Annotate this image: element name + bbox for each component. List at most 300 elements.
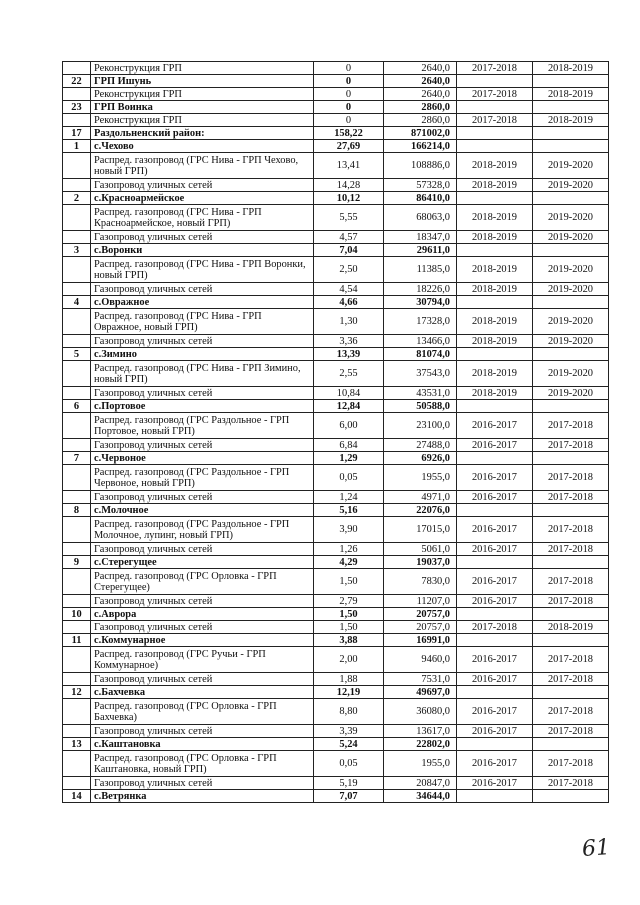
row-length-cell: 1,26 (314, 543, 384, 556)
row-name-cell: с.Бахчевка (91, 686, 314, 699)
row-length-cell: 0,05 (314, 751, 384, 777)
row-number-cell: 9 (63, 556, 91, 569)
row-number-cell (63, 465, 91, 491)
row-name-cell: Реконструкция ГРП (91, 62, 314, 75)
row-length-cell: 13,39 (314, 348, 384, 361)
table-row (63, 647, 609, 673)
row-cost-cell: 43531,0 (384, 387, 457, 400)
row-name-cell: Распред. газопровод (ГРС Нива - ГРП Зимино, новый ГРП) (91, 361, 314, 387)
row-build-years-cell (533, 738, 609, 751)
row-length-cell: 0 (314, 88, 384, 101)
row-build-years-cell: 2019-2020 (533, 361, 609, 387)
row-length-cell: 4,29 (314, 556, 384, 569)
row-cost-cell: 22076,0 (384, 504, 457, 517)
row-name-cell: Распред. газопровод (ГРС Орловка - ГРП Стерегущее) (91, 569, 314, 595)
row-cost-cell: 18347,0 (384, 231, 457, 244)
row-name-cell: Газопровод уличных сетей (91, 387, 314, 400)
row-name-cell: Распред. газопровод (ГРС Орловка - ГРП Бахчевка) (91, 699, 314, 725)
row-build-years-cell: 2017-2018 (533, 413, 609, 439)
row-name-cell: Распред. газопровод (ГРС Раздольное - ГРП Молочное, лупинг, новый ГРП) (91, 517, 314, 543)
table-row (63, 777, 609, 790)
row-number-cell (63, 777, 91, 790)
row-number-cell: 1 (63, 140, 91, 153)
row-build-years-cell: 2017-2018 (533, 517, 609, 543)
row-build-years-cell: 2018-2019 (533, 88, 609, 101)
row-number-cell (63, 231, 91, 244)
table-row (63, 595, 609, 608)
row-design-years-cell: 2016-2017 (457, 725, 533, 738)
row-build-years-cell: 2019-2020 (533, 205, 609, 231)
row-design-years-cell (457, 296, 533, 309)
table-row-section (63, 686, 609, 699)
row-number-cell (63, 621, 91, 634)
row-design-years-cell (457, 738, 533, 751)
row-cost-cell: 11207,0 (384, 595, 457, 608)
row-number-cell (63, 205, 91, 231)
row-build-years-cell: 2017-2018 (533, 725, 609, 738)
table-row (63, 465, 609, 491)
table-row (63, 543, 609, 556)
row-name-cell: Газопровод уличных сетей (91, 543, 314, 556)
table-row (63, 387, 609, 400)
row-name-cell: ГРП Ишунь (91, 75, 314, 88)
row-build-years-cell (533, 634, 609, 647)
row-build-years-cell: 2017-2018 (533, 777, 609, 790)
row-name-cell: Газопровод уличных сетей (91, 491, 314, 504)
row-cost-cell: 81074,0 (384, 348, 457, 361)
table-row (63, 335, 609, 348)
row-build-years-cell: 2019-2020 (533, 153, 609, 179)
row-number-cell: 4 (63, 296, 91, 309)
row-design-years-cell (457, 452, 533, 465)
row-length-cell: 6,00 (314, 413, 384, 439)
row-number-cell: 8 (63, 504, 91, 517)
row-design-years-cell (457, 192, 533, 205)
table-row (63, 491, 609, 504)
row-number-cell (63, 179, 91, 192)
row-cost-cell: 34644,0 (384, 790, 457, 803)
row-number-cell (63, 335, 91, 348)
row-cost-cell: 30794,0 (384, 296, 457, 309)
row-cost-cell: 4971,0 (384, 491, 457, 504)
row-build-years-cell (533, 101, 609, 114)
table-row (63, 179, 609, 192)
row-name-cell: с.Ветрянка (91, 790, 314, 803)
table-body (63, 62, 609, 803)
row-length-cell: 13,41 (314, 153, 384, 179)
row-design-years-cell (457, 75, 533, 88)
row-length-cell: 1,30 (314, 309, 384, 335)
row-number-cell (63, 673, 91, 686)
row-build-years-cell (533, 452, 609, 465)
row-design-years-cell: 2017-2018 (457, 88, 533, 101)
row-design-years-cell: 2016-2017 (457, 595, 533, 608)
row-build-years-cell: 2019-2020 (533, 179, 609, 192)
row-number-cell (63, 517, 91, 543)
row-length-cell: 2,00 (314, 647, 384, 673)
row-build-years-cell (533, 504, 609, 517)
row-length-cell: 158,22 (314, 127, 384, 140)
row-design-years-cell: 2016-2017 (457, 543, 533, 556)
row-number-cell (63, 439, 91, 452)
row-cost-cell: 50588,0 (384, 400, 457, 413)
row-cost-cell: 29611,0 (384, 244, 457, 257)
row-design-years-cell: 2016-2017 (457, 413, 533, 439)
table-row (63, 114, 609, 127)
row-cost-cell: 17328,0 (384, 309, 457, 335)
row-cost-cell: 166214,0 (384, 140, 457, 153)
row-name-cell: Газопровод уличных сетей (91, 231, 314, 244)
row-number-cell (63, 413, 91, 439)
row-build-years-cell (533, 400, 609, 413)
table-row (63, 62, 609, 75)
row-cost-cell: 86410,0 (384, 192, 457, 205)
row-length-cell: 2,55 (314, 361, 384, 387)
row-name-cell: Распред. газопровод (ГРС Нива - ГРП Красноармейское, новый ГРП) (91, 205, 314, 231)
table-row (63, 257, 609, 283)
row-cost-cell: 11385,0 (384, 257, 457, 283)
row-design-years-cell: 2017-2018 (457, 621, 533, 634)
row-cost-cell: 37543,0 (384, 361, 457, 387)
row-name-cell: с.Воронки (91, 244, 314, 257)
row-number-cell (63, 491, 91, 504)
row-number-cell (63, 595, 91, 608)
table-row (63, 725, 609, 738)
row-name-cell: Газопровод уличных сетей (91, 283, 314, 296)
row-build-years-cell (533, 348, 609, 361)
row-length-cell: 10,12 (314, 192, 384, 205)
row-cost-cell: 57328,0 (384, 179, 457, 192)
table-row-section (63, 192, 609, 205)
row-build-years-cell: 2018-2019 (533, 621, 609, 634)
row-length-cell: 4,57 (314, 231, 384, 244)
row-build-years-cell (533, 75, 609, 88)
row-cost-cell: 2640,0 (384, 88, 457, 101)
row-build-years-cell: 2017-2018 (533, 699, 609, 725)
row-number-cell: 10 (63, 608, 91, 621)
row-number-cell: 17 (63, 127, 91, 140)
row-length-cell: 0 (314, 75, 384, 88)
row-design-years-cell: 2016-2017 (457, 751, 533, 777)
row-design-years-cell (457, 608, 533, 621)
row-number-cell: 5 (63, 348, 91, 361)
row-name-cell: с.Червоное (91, 452, 314, 465)
table-row (63, 569, 609, 595)
row-design-years-cell (457, 504, 533, 517)
row-build-years-cell: 2019-2020 (533, 309, 609, 335)
row-cost-cell: 13617,0 (384, 725, 457, 738)
row-design-years-cell: 2016-2017 (457, 569, 533, 595)
row-build-years-cell (533, 127, 609, 140)
page-number: 61 (581, 835, 611, 862)
row-design-years-cell: 2016-2017 (457, 465, 533, 491)
row-build-years-cell: 2017-2018 (533, 543, 609, 556)
table-row-section (63, 296, 609, 309)
row-design-years-cell: 2018-2019 (457, 387, 533, 400)
row-name-cell: с.Зимино (91, 348, 314, 361)
row-number-cell (63, 153, 91, 179)
row-design-years-cell (457, 127, 533, 140)
row-cost-cell: 1955,0 (384, 751, 457, 777)
row-cost-cell: 9460,0 (384, 647, 457, 673)
row-name-cell: с.Чехово (91, 140, 314, 153)
row-design-years-cell: 2018-2019 (457, 283, 533, 296)
row-name-cell: Распред. газопровод (ГРС Орловка - ГРП Каштановка, новый ГРП) (91, 751, 314, 777)
row-build-years-cell: 2017-2018 (533, 491, 609, 504)
row-length-cell: 5,19 (314, 777, 384, 790)
row-cost-cell: 36080,0 (384, 699, 457, 725)
table-row-section (63, 244, 609, 257)
row-cost-cell: 22802,0 (384, 738, 457, 751)
row-length-cell: 1,88 (314, 673, 384, 686)
row-design-years-cell: 2018-2019 (457, 179, 533, 192)
row-name-cell: Газопровод уличных сетей (91, 725, 314, 738)
row-cost-cell: 108886,0 (384, 153, 457, 179)
row-length-cell: 14,28 (314, 179, 384, 192)
row-cost-cell: 5061,0 (384, 543, 457, 556)
table-row-section (63, 738, 609, 751)
row-name-cell: Газопровод уличных сетей (91, 673, 314, 686)
row-design-years-cell: 2016-2017 (457, 491, 533, 504)
row-build-years-cell (533, 244, 609, 257)
table-row-section (63, 452, 609, 465)
table-row (63, 361, 609, 387)
row-number-cell (63, 114, 91, 127)
table-row (63, 205, 609, 231)
row-build-years-cell (533, 686, 609, 699)
row-number-cell (63, 257, 91, 283)
row-cost-cell: 7830,0 (384, 569, 457, 595)
row-name-cell: Газопровод уличных сетей (91, 439, 314, 452)
row-design-years-cell: 2016-2017 (457, 777, 533, 790)
table-row (63, 88, 609, 101)
row-number-cell: 23 (63, 101, 91, 114)
row-build-years-cell (533, 140, 609, 153)
row-number-cell (63, 699, 91, 725)
row-name-cell: с.Овражное (91, 296, 314, 309)
row-length-cell: 1,50 (314, 569, 384, 595)
row-build-years-cell (533, 296, 609, 309)
row-number-cell: 2 (63, 192, 91, 205)
row-name-cell: Газопровод уличных сетей (91, 777, 314, 790)
row-length-cell: 5,16 (314, 504, 384, 517)
row-cost-cell: 19037,0 (384, 556, 457, 569)
row-cost-cell: 2640,0 (384, 75, 457, 88)
row-name-cell: Газопровод уличных сетей (91, 179, 314, 192)
row-cost-cell: 2860,0 (384, 101, 457, 114)
row-cost-cell: 13466,0 (384, 335, 457, 348)
row-cost-cell: 20847,0 (384, 777, 457, 790)
row-build-years-cell: 2019-2020 (533, 231, 609, 244)
row-length-cell: 3,36 (314, 335, 384, 348)
row-build-years-cell (533, 192, 609, 205)
row-number-cell (63, 647, 91, 673)
row-length-cell: 12,84 (314, 400, 384, 413)
row-design-years-cell: 2018-2019 (457, 335, 533, 348)
row-number-cell (63, 283, 91, 296)
row-cost-cell: 27488,0 (384, 439, 457, 452)
row-build-years-cell: 2017-2018 (533, 595, 609, 608)
row-design-years-cell (457, 348, 533, 361)
row-number-cell: 13 (63, 738, 91, 751)
row-build-years-cell: 2019-2020 (533, 283, 609, 296)
row-number-cell (63, 569, 91, 595)
row-name-cell: Распред. газопровод (ГРС Ручьи - ГРП Коммунарное) (91, 647, 314, 673)
row-length-cell: 1,50 (314, 621, 384, 634)
row-cost-cell: 23100,0 (384, 413, 457, 439)
row-build-years-cell (533, 556, 609, 569)
row-number-cell (63, 361, 91, 387)
row-length-cell: 1,50 (314, 608, 384, 621)
row-design-years-cell (457, 400, 533, 413)
row-number-cell (63, 387, 91, 400)
row-design-years-cell: 2017-2018 (457, 62, 533, 75)
table-row-section (63, 140, 609, 153)
row-design-years-cell: 2016-2017 (457, 699, 533, 725)
row-length-cell: 8,80 (314, 699, 384, 725)
row-design-years-cell (457, 140, 533, 153)
table-row-section (63, 101, 609, 114)
table-row-section (63, 127, 609, 140)
row-design-years-cell: 2016-2017 (457, 517, 533, 543)
row-design-years-cell: 2018-2019 (457, 257, 533, 283)
row-number-cell: 14 (63, 790, 91, 803)
row-cost-cell: 17015,0 (384, 517, 457, 543)
row-length-cell: 5,55 (314, 205, 384, 231)
row-build-years-cell: 2019-2020 (533, 387, 609, 400)
row-number-cell (63, 543, 91, 556)
row-design-years-cell: 2018-2019 (457, 361, 533, 387)
row-number-cell (63, 309, 91, 335)
row-length-cell: 2,50 (314, 257, 384, 283)
row-design-years-cell (457, 790, 533, 803)
row-build-years-cell: 2017-2018 (533, 647, 609, 673)
row-cost-cell: 6926,0 (384, 452, 457, 465)
row-name-cell: Раздольненский район: (91, 127, 314, 140)
row-build-years-cell: 2017-2018 (533, 751, 609, 777)
row-cost-cell: 49697,0 (384, 686, 457, 699)
row-number-cell (63, 725, 91, 738)
row-build-years-cell (533, 608, 609, 621)
row-design-years-cell: 2018-2019 (457, 231, 533, 244)
row-cost-cell: 7531,0 (384, 673, 457, 686)
row-build-years-cell: 2018-2019 (533, 62, 609, 75)
row-name-cell: Газопровод уличных сетей (91, 595, 314, 608)
row-name-cell: с.Красноармейское (91, 192, 314, 205)
table-row-section (63, 556, 609, 569)
row-number-cell (63, 751, 91, 777)
row-design-years-cell (457, 556, 533, 569)
row-number-cell: 22 (63, 75, 91, 88)
row-length-cell: 1,24 (314, 491, 384, 504)
row-length-cell: 2,79 (314, 595, 384, 608)
table-row-section (63, 790, 609, 803)
row-number-cell: 12 (63, 686, 91, 699)
row-length-cell: 0 (314, 62, 384, 75)
row-cost-cell: 1955,0 (384, 465, 457, 491)
row-design-years-cell: 2018-2019 (457, 153, 533, 179)
row-cost-cell: 18226,0 (384, 283, 457, 296)
row-name-cell: с.Молочное (91, 504, 314, 517)
row-name-cell: с.Аврора (91, 608, 314, 621)
row-design-years-cell (457, 686, 533, 699)
table-row (63, 751, 609, 777)
row-cost-cell: 871002,0 (384, 127, 457, 140)
row-design-years-cell (457, 634, 533, 647)
table-row (63, 699, 609, 725)
table-row (63, 309, 609, 335)
row-length-cell: 5,24 (314, 738, 384, 751)
row-name-cell: с.Каштановка (91, 738, 314, 751)
table-row (63, 621, 609, 634)
row-name-cell: с.Коммунарное (91, 634, 314, 647)
table-row (63, 283, 609, 296)
row-cost-cell: 2640,0 (384, 62, 457, 75)
row-name-cell: Распред. газопровод (ГРС Нива - ГРП Воронки, новый ГРП) (91, 257, 314, 283)
row-length-cell: 3,88 (314, 634, 384, 647)
row-length-cell: 4,66 (314, 296, 384, 309)
row-length-cell: 7,04 (314, 244, 384, 257)
row-cost-cell: 68063,0 (384, 205, 457, 231)
row-name-cell: с.Стерегущее (91, 556, 314, 569)
row-name-cell: Реконструкция ГРП (91, 88, 314, 101)
row-length-cell: 0,05 (314, 465, 384, 491)
row-design-years-cell: 2016-2017 (457, 439, 533, 452)
row-design-years-cell (457, 101, 533, 114)
row-design-years-cell: 2018-2019 (457, 309, 533, 335)
table-row (63, 517, 609, 543)
row-length-cell: 3,39 (314, 725, 384, 738)
row-length-cell: 3,90 (314, 517, 384, 543)
row-name-cell: Распред. газопровод (ГРС Раздольное - ГРП Червоное, новый ГРП) (91, 465, 314, 491)
row-design-years-cell: 2018-2019 (457, 205, 533, 231)
row-build-years-cell (533, 790, 609, 803)
row-length-cell: 4,54 (314, 283, 384, 296)
row-build-years-cell: 2019-2020 (533, 335, 609, 348)
row-length-cell: 27,69 (314, 140, 384, 153)
row-number-cell: 3 (63, 244, 91, 257)
row-name-cell: с.Портовое (91, 400, 314, 413)
gas-pipeline-table (62, 61, 609, 803)
row-number-cell (63, 62, 91, 75)
row-design-years-cell: 2016-2017 (457, 673, 533, 686)
row-length-cell: 1,29 (314, 452, 384, 465)
table-row-section (63, 75, 609, 88)
row-build-years-cell: 2017-2018 (533, 673, 609, 686)
row-number-cell: 6 (63, 400, 91, 413)
row-build-years-cell: 2017-2018 (533, 465, 609, 491)
table-row-section (63, 634, 609, 647)
row-name-cell: Распред. газопровод (ГРС Нива - ГРП Овражное, новый ГРП) (91, 309, 314, 335)
row-name-cell: Распред. газопровод (ГРС Раздольное - ГРП Портовое, новый ГРП) (91, 413, 314, 439)
row-length-cell: 10,84 (314, 387, 384, 400)
row-number-cell (63, 88, 91, 101)
row-design-years-cell: 2016-2017 (457, 647, 533, 673)
table-row-section (63, 348, 609, 361)
row-length-cell: 6,84 (314, 439, 384, 452)
row-cost-cell: 16991,0 (384, 634, 457, 647)
row-length-cell: 0 (314, 101, 384, 114)
row-design-years-cell: 2017-2018 (457, 114, 533, 127)
row-design-years-cell (457, 244, 533, 257)
table-row-section (63, 504, 609, 517)
table-row (63, 153, 609, 179)
row-build-years-cell: 2019-2020 (533, 257, 609, 283)
row-name-cell: Распред. газопровод (ГРС Нива - ГРП Чехово, новый ГРП) (91, 153, 314, 179)
row-length-cell: 12,19 (314, 686, 384, 699)
table-row (63, 439, 609, 452)
table-row (63, 413, 609, 439)
